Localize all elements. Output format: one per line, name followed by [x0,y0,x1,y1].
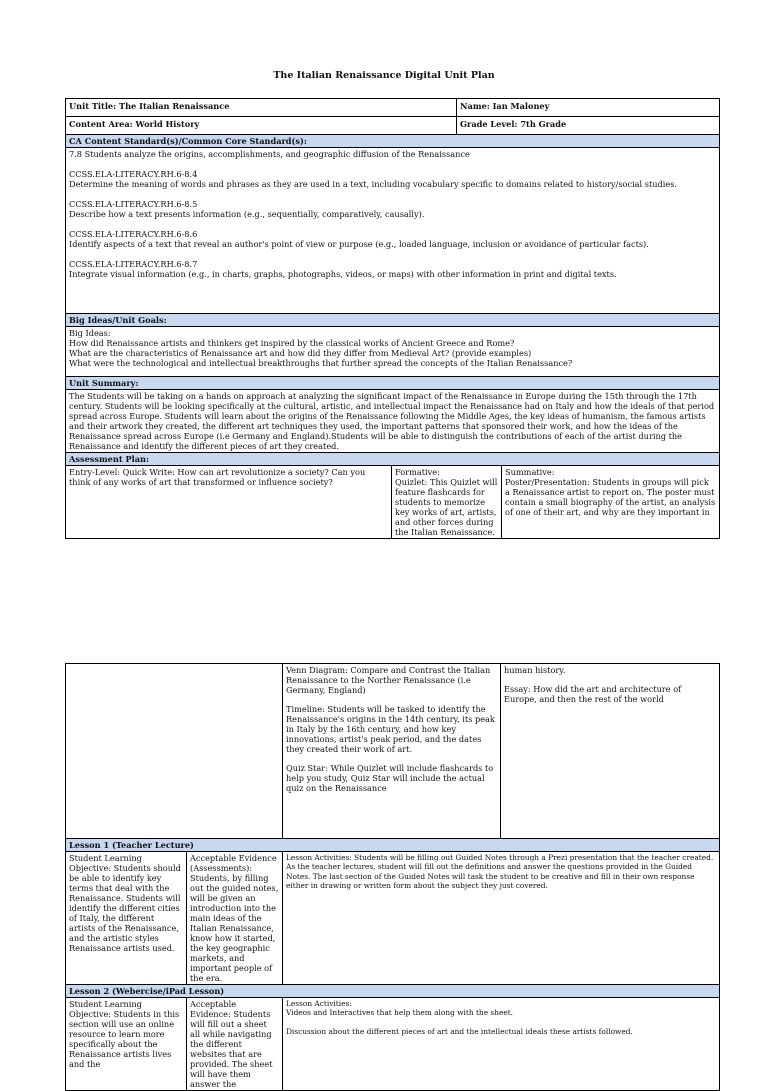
formative-text: Quizlet: This Quizlet will feature flashcards for students to memorize key works of art, artists, and other forces during the Italian Renaissance. [395,477,498,537]
lesson-2-objective: Student Learning Objective: Students in this section will use an online resource to learn more specifically about the Renaissance artists lives and the [66,998,187,1091]
lesson-2-evidence: Acceptable Evidence: Students will fill out a sheet all while navigating the different websites that are provided. The sheet will have them answer the [187,998,283,1091]
standards-header: CA Content Standard(s)/Common Core Standard(s): [66,135,720,148]
big-idea-1: How did Renaissance artists and thinkers get inspired by the classical works of Ancient Greece and Rome? [69,338,515,348]
formative-assessment [392,466,502,539]
summative-assessment [502,466,720,539]
big-idea-3: What were the technological and intellectual breakthroughs that further spread the concepts of the Italian Renaissance? [69,358,573,368]
standard-desc-rh5: Describe how a text presents information (e.g., sequentially, comparatively, causally). [69,209,425,219]
lesson-1-activities: Lesson Activities: Students will be filling out Guided Notes through a Prezi presentation that the teacher created. As the teacher lectures, student will fill out the definitions and answer the questions provided in the Guided Notes. The last section of the Guided Notes will task the student to be creative and fill in their own response either in drawing or written form about the subject they just covered. [283,852,720,985]
standard-7-8: 7.8 Students analyze the origins, accomplishments, and geographic diffusion of the Renaissance [69,149,470,159]
standard-code-rh5: CCSS.ELA-LITERACY.RH.6-8.5 [69,199,198,209]
lesson-2-activities-discussion: Discussion about the different pieces of art and the intellectual ideals these artists followed. [286,1026,633,1036]
standard-desc-rh4: Determine the meaning of words and phrases as they are used in a text, including vocabulary specific to domains related to history/social studies. [69,179,678,189]
summative-label: Summative: [505,467,555,477]
summative-continued [501,664,720,839]
unit-summary-text: The Students will be taking on a hands on approach at analyzing the significant impact of the Renaissance in Europe during the 15th through the 17th century. Students will be looking specifically at the cultural, artistic, and intellectual impact the Renaissance had on Italy and how the ideals of that period spread across Europe. Students will learn about the origins of the Renaissance following the Middle Ages, the key ideas of humanism, the famous artists and their artwork they created, the different art techniques they used, the important patterns that sponsored their work, and how the ideas of the Renaissance spread across Europe (i.e Germany and England).Students will be able to distinguish the contributions of each of the artist during the Renaissance and identify the different pieces of art they created. [66,390,720,453]
standard-code-rh4: CCSS.ELA-LITERACY.RH.6-8.4 [69,169,198,179]
unit-plan-table-bottom [65,663,720,1091]
quiz-star-text: Quiz Star: While Quizlet will include flashcards to help you study, Quiz Star will include the actual quiz on the Renaissance [286,763,494,793]
lesson-2-header: Lesson 2 (Webercise/iPad Lesson) [66,985,720,998]
formative-label: Formative: [395,467,440,477]
timeline-text: Timeline: Students will be tasked to identify the Renaissance's origins in the 14th century, its peak in Italy by the 16th century, and how key innovations, artist's peak period, and the dates they created their work of art. [286,704,495,754]
formative-continued [283,664,501,839]
summative-text: Poster/Presentation: Students in groups will pick a Renaissance artist to report on. The poster must contain a small biography of the artist, an analysis of one of their art, and why are they important in [505,477,716,517]
entry-level-assessment: Entry-Level: Quick Write: How can art revolutionize a society? Can you think of any works of art that transformed or influence society? [66,466,392,539]
unit-title: Unit Title: The Italian Renaissance [66,99,457,117]
assessment-plan-header: Assessment Plan: [66,453,720,466]
unit-plan-table-top [65,98,720,539]
lesson-2-activities [283,998,720,1091]
standard-desc-rh7: Integrate visual information (e.g., in charts, graphs, photographs, videos, or maps) with other information in print and digital texts. [69,269,617,279]
big-ideas-section [66,327,720,377]
lesson-1-objective: Student Learning Objective: Students should be able to identify key terms that deal with the Renaissance. Students will identify the different cities of Italy, the different artists of the Renaissance, and the artistic styles Renaissance artists used. [66,852,187,985]
standards-section [66,148,720,314]
lesson-1-header: Lesson 1 (Teacher Lecture) [66,839,720,852]
content-area: Content Area: World History [66,117,457,135]
empty-entry-cell [66,664,283,839]
lesson-2-activities-videos: Videos and Interactives that help them along with the sheet. [286,1008,514,1018]
grade-level: Grade Level: 7th Grade [457,117,720,135]
standard-desc-rh6: Identify aspects of a text that reveal an author's point of view or purpose (e.g., loaded language, inclusion or avoidance of particular facts). [69,239,649,249]
big-ideas-label: Big Ideas: [69,328,111,338]
human-history-text: human history. [504,665,566,675]
essay-text: Essay: How did the art and architecture of Europe, and then the rest of the world [504,684,682,704]
big-idea-2: What are the characteristics of Renaissance art and how did they differ from Medieval Art? (provide examples) [69,348,532,358]
lesson-1-evidence: Acceptable Evidence (Assessments): Students, by filling out the guided notes, will be given an introduction into the main ideas of the Italian Renaissance, know how it started, the key geographic markets, and important people of the era. [187,852,283,985]
teacher-name: Name: Ian Maloney [457,99,720,117]
big-ideas-header: Big Ideas/Unit Goals: [66,314,720,327]
standard-code-rh6: CCSS.ELA-LITERACY.RH.6-8.6 [69,229,198,239]
standard-code-rh7: CCSS.ELA-LITERACY.RH.6-8.7 [69,259,198,269]
document-title: The Italian Renaissance Digital Unit Plan [273,70,495,81]
unit-summary-header: Unit Summary: [66,377,720,390]
lesson-2-activities-label: Lesson Activities: [286,999,352,1008]
venn-diagram-text: Venn Diagram: Compare and Contrast the Italian Renaissance to the Norther Renaissance (i.e Germany, England) [286,665,491,695]
